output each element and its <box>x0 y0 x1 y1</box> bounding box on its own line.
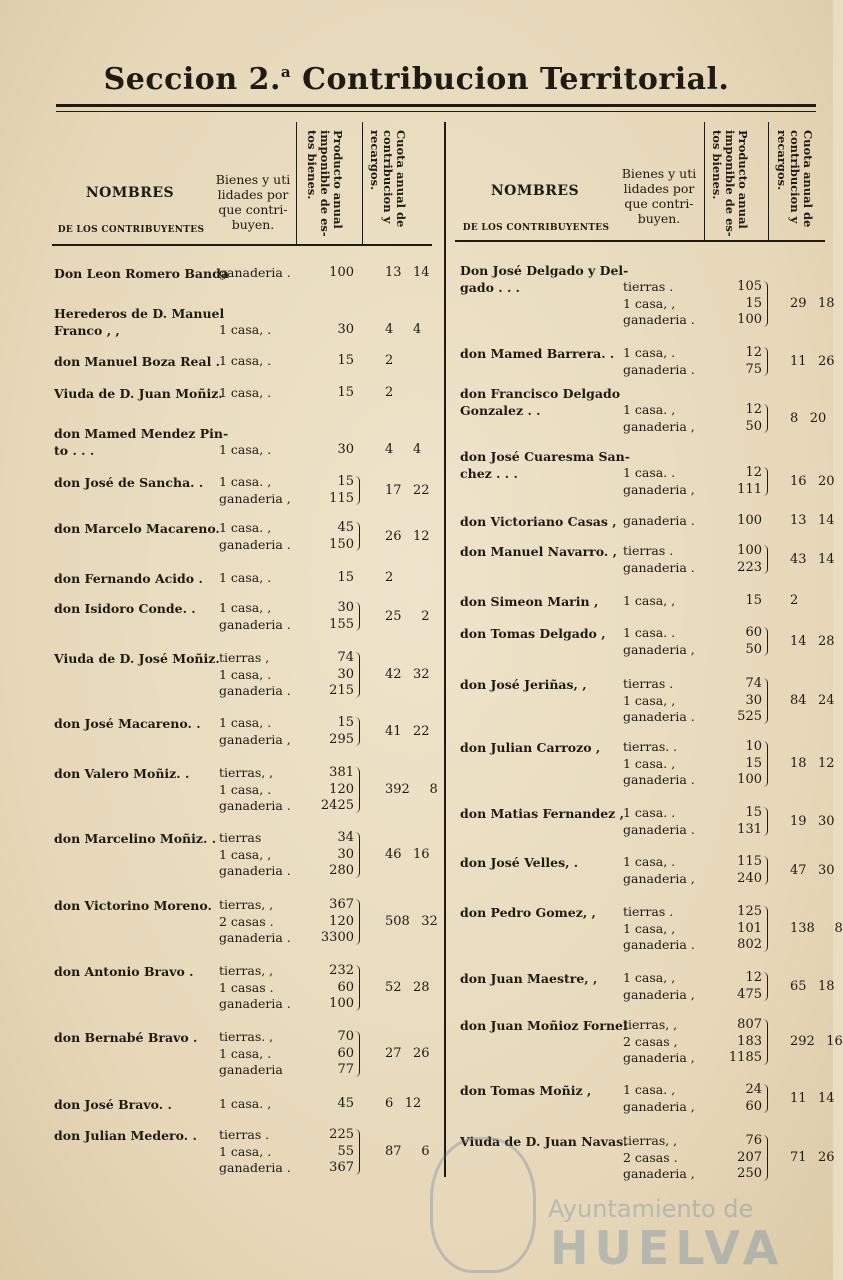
cuota-cell <box>385 483 430 499</box>
cuota-reales: 84 <box>790 692 807 708</box>
producto-cell: 100 223 <box>737 543 762 575</box>
producto-cell: 105 15 100 <box>737 279 762 327</box>
cuota-reales: 392 <box>385 781 410 797</box>
cuota-maravedis: 32 <box>421 913 438 929</box>
brace <box>763 347 768 376</box>
bienes-cell: tierras, , 1 casas . ganaderia . <box>219 963 291 1011</box>
bienes-cell: 1 casa. . ganaderia , <box>623 625 695 657</box>
producto-cell: 125 101 802 <box>737 904 762 952</box>
cuota-reales: 13 <box>385 265 402 281</box>
cuota-maravedis: 14 <box>413 265 430 281</box>
header-bienes-right: Bienes y uti lidades por que contri- buyen. <box>621 166 697 226</box>
bienes-cell: 1 casa, . <box>219 442 272 457</box>
watermark <box>430 1125 785 1275</box>
contribuyente-name: don Marcelo Macareno. <box>54 521 220 536</box>
contribuyente-name: don Francisco Delgado Gonzalez . . <box>460 386 621 418</box>
cuota-reales: 19 <box>790 813 807 829</box>
bienes-cell: tierras, , 2 casas , ganaderia , <box>623 1017 695 1065</box>
cuota-reales: 71 <box>790 1149 807 1165</box>
cuota-maravedis: 24 <box>818 692 835 708</box>
cuota-maravedis: 12 <box>404 1096 422 1112</box>
cuota-reales: 17 <box>385 482 402 498</box>
contribuyente-name: don José Velles, . <box>460 855 579 870</box>
bienes-cell: 1 casa, . ganaderia . <box>623 345 695 377</box>
cuota-maravedis: 30 <box>818 813 835 829</box>
contribuyente-name: don José Jeriñas, , <box>460 677 587 692</box>
producto-cell: 15 <box>337 385 354 400</box>
producto-cell: 15 131 <box>737 805 762 837</box>
brace <box>763 807 768 836</box>
cuota-maravedis: 16 <box>413 846 430 862</box>
header-names-left: NOMBRES <box>85 185 175 201</box>
cuota-maravedis: 28 <box>413 979 430 995</box>
cuota-maravedis: 14 <box>818 513 835 529</box>
cuota-cell <box>790 1150 835 1166</box>
cuota-maravedis: 8 <box>834 920 843 936</box>
cuota-cell <box>385 265 430 281</box>
contribuyente-name: don Mamed Mendez Pin- to . . . <box>54 426 229 458</box>
cuota-cell <box>385 385 421 401</box>
bienes-cell: 1 casa, , <box>623 593 676 608</box>
cuota-cell <box>385 1046 430 1062</box>
cuota-cell <box>790 814 835 830</box>
bienes-cell: 1 casa, . ganaderia , <box>623 854 695 886</box>
bienes-cell: tierras . ganaderia . <box>623 543 695 575</box>
contribuyente-name: don Victorino Moreno. <box>54 898 212 913</box>
brace <box>763 1019 768 1065</box>
header-bienes-left: Bienes y uti lidades por que contri- buyen. <box>215 172 291 232</box>
title-rule-thin <box>56 111 816 112</box>
cuota-reales: 65 <box>790 978 807 994</box>
bienes-cell: 1 casa, . <box>219 570 272 585</box>
producto-cell: 100 <box>329 265 354 280</box>
bienes-cell: ganaderia . <box>623 513 695 528</box>
cuota-maravedis: 14 <box>818 551 835 567</box>
brace <box>355 476 360 505</box>
cuota-reales: 6 <box>385 1096 394 1112</box>
cuota-maravedis: 32 <box>413 666 430 682</box>
brace <box>763 545 768 574</box>
cuota-maravedis: 28 <box>818 633 835 649</box>
producto-cell: 45 <box>337 1096 354 1111</box>
contribuyente-name: don José Bravo. . <box>54 1097 172 1112</box>
contribuyente-name: don Bernabé Bravo . <box>54 1030 198 1045</box>
bienes-cell: tierras, , 2 casas . ganaderia , <box>623 1133 695 1181</box>
cuota-reales: 16 <box>790 473 807 489</box>
contribuyente-name: don Fernando Acido . <box>54 571 203 586</box>
contribuyente-name: don Julian Carrozo , <box>460 740 601 755</box>
brace <box>355 652 360 698</box>
cuota-maravedis: 26 <box>818 1149 835 1165</box>
contribuyente-name: Herederos de D. Manuel Franco , , <box>54 306 225 338</box>
contribuyente-name: don José Macareno. . <box>54 716 201 731</box>
producto-cell: 15 <box>337 570 354 585</box>
cuota-maravedis: 14 <box>818 1090 835 1106</box>
cuota-reales: 13 <box>790 513 807 529</box>
producto-cell: 70 60 77 <box>337 1029 354 1077</box>
cuota-reales: 508 <box>385 913 410 929</box>
bienes-cell: 1 casa. . ganaderia . <box>623 805 695 837</box>
cuota-maravedis: 8 <box>429 781 438 797</box>
contribuyente-name: don Tomas Moñiz , <box>460 1083 592 1098</box>
cuota-reales: 25 <box>385 608 402 624</box>
brace <box>763 404 768 433</box>
header-sep <box>362 122 363 244</box>
header-rule-right <box>455 240 825 242</box>
brace <box>355 767 360 813</box>
bienes-cell: tierras, , 2 casas . ganaderia . <box>219 897 291 945</box>
cuota-maravedis: 18 <box>818 295 835 311</box>
cuota-cell <box>790 1034 843 1050</box>
column-divider <box>444 122 446 1177</box>
brace <box>763 281 768 327</box>
cuota-reales: 11 <box>790 1090 807 1106</box>
brace <box>355 717 360 746</box>
producto-cell: 12 475 <box>737 970 762 1002</box>
producto-cell: 76 207 250 <box>737 1133 762 1181</box>
cuota-maravedis: 2 <box>421 608 430 624</box>
cuota-reales: 4 <box>385 322 394 338</box>
cuota-reales: 18 <box>790 755 807 771</box>
producto-cell: 34 30 280 <box>329 830 354 878</box>
cuota-reales: 4 <box>385 442 394 458</box>
cuota-reales: 29 <box>790 295 807 311</box>
cuota-reales: 292 <box>790 1033 815 1049</box>
producto-cell: 232 60 100 <box>329 963 354 1011</box>
bienes-cell: 1 casa, , ganaderia , <box>623 970 695 1002</box>
bienes-cell: tierras, , 1 casa, . ganaderia . <box>219 765 291 813</box>
cuota-reales: 26 <box>385 528 402 544</box>
brace <box>763 906 768 952</box>
cuota-reales: 138 <box>790 920 815 936</box>
brace <box>355 832 360 878</box>
header-sep <box>768 122 769 240</box>
cuota-cell <box>385 782 438 798</box>
cuota-cell <box>790 296 835 312</box>
contribuyente-name: don Simeon Marin , <box>460 594 599 609</box>
brace <box>763 467 768 496</box>
brace <box>355 522 360 551</box>
brace <box>763 1084 768 1113</box>
cuota-cell <box>385 353 421 369</box>
bienes-cell: tierras 1 casa, , ganaderia . <box>219 830 291 878</box>
producto-cell: 12 75 <box>745 345 762 377</box>
city-seal-icon <box>430 1137 536 1273</box>
producto-cell: 381 120 2425 <box>320 765 354 813</box>
contribuyente-name: Don Leon Romero Banda <box>54 266 229 281</box>
cuota-cell <box>790 411 826 427</box>
cuota-cell <box>385 980 430 996</box>
bienes-cell: tierras . 1 casa, . ganaderia . <box>219 1127 291 1175</box>
producto-cell: 30 155 <box>329 600 354 632</box>
cuota-cell <box>790 474 835 490</box>
cuota-cell <box>385 1144 430 1160</box>
cuota-reales: 2 <box>385 570 394 586</box>
bienes-cell: 1 casa. , ganaderia , <box>623 1082 695 1114</box>
cuota-cell <box>385 570 421 586</box>
cuota-reales: 87 <box>385 1143 402 1159</box>
header-producto-left: Producto anual imponible de es- tos bienes. <box>305 130 345 237</box>
producto-cell: 367 120 3300 <box>320 897 354 945</box>
cuota-cell <box>790 693 835 709</box>
cuota-cell <box>790 921 843 937</box>
producto-cell: 45 150 <box>329 520 354 552</box>
producto-cell: 100 <box>737 513 762 528</box>
brace <box>763 856 768 885</box>
producto-cell: 74 30 525 <box>737 676 762 724</box>
bienes-cell: 1 casa, . ganaderia , <box>219 715 291 747</box>
contribuyente-name: don Mamed Barrera. . <box>460 346 615 361</box>
bienes-cell: tierras. , 1 casa, . ganaderia <box>219 1029 283 1077</box>
header-producto-right: Producto anual imponible de es- tos bienes. <box>710 130 750 237</box>
cuota-cell <box>385 322 421 338</box>
header-names-sub-left: DE LOS CONTRIBUYENTES <box>57 225 205 235</box>
contribuyente-name: don Pedro Gomez, , <box>460 905 596 920</box>
cuota-cell <box>790 634 835 650</box>
cuota-maravedis: 22 <box>413 482 430 498</box>
contribuyente-name: Viuda de D. José Moñiz. <box>54 651 220 666</box>
cuota-reales: 43 <box>790 551 807 567</box>
cuota-cell <box>790 552 835 568</box>
cuota-reales: 8 <box>790 410 799 426</box>
cuota-maravedis: 4 <box>413 442 422 458</box>
cuota-maravedis: 20 <box>818 473 835 489</box>
cuota-maravedis: 22 <box>413 723 430 739</box>
producto-cell: 12 50 <box>745 402 762 434</box>
cuota-cell <box>790 593 826 609</box>
brace <box>355 965 360 1011</box>
bienes-cell: 1 casa, . <box>219 385 272 400</box>
contribuyente-name: don Isidoro Conde. . <box>54 601 196 616</box>
watermark-line2: HUELVA <box>550 1221 785 1275</box>
contribuyente-name: don Juan Moñioz Fornel <box>460 1018 628 1033</box>
brace <box>355 602 360 631</box>
cuota-maravedis: 26 <box>818 353 835 369</box>
cuota-reales: 2 <box>790 593 799 609</box>
bienes-cell: 1 casa. , ganaderia , <box>219 474 291 506</box>
cuota-reales: 42 <box>385 666 402 682</box>
header-sep <box>704 122 705 240</box>
bienes-cell: tierras . 1 casa, , ganaderia . <box>623 279 695 327</box>
cuota-reales: 47 <box>790 862 807 878</box>
bienes-cell: tierras. . 1 casa. , ganaderia . <box>623 739 695 787</box>
cuota-cell <box>790 979 835 995</box>
cuota-reales: 14 <box>790 633 807 649</box>
contribuyente-name: don Manuel Boza Real . <box>54 354 221 369</box>
bienes-cell: 1 casa. , <box>219 1096 272 1111</box>
title-rule <box>56 104 816 107</box>
cuota-cell <box>385 609 430 625</box>
brace <box>763 627 768 656</box>
contribuyente-name: Viuda de D. Juan Navas. <box>460 1134 628 1149</box>
contribuyente-name: don José Cuaresma San- chez . . . <box>460 449 630 481</box>
contribuyente-name: don Matias Fernandez , <box>460 806 624 821</box>
brace <box>355 899 360 945</box>
contribuyente-name: don Antonio Bravo . <box>54 964 194 979</box>
cuota-cell <box>385 529 430 545</box>
contribuyente-name: don Julian Medero. . <box>54 1128 197 1143</box>
header-names-sub-right: DE LOS CONTRIBUYENTES <box>462 223 610 233</box>
cuota-cell <box>790 513 835 529</box>
bienes-cell: 1 casa. . ganaderia , <box>623 465 695 497</box>
cuota-maravedis: 16 <box>826 1033 843 1049</box>
brace <box>763 741 768 787</box>
cuota-cell <box>790 354 835 370</box>
bienes-cell: 1 casa, . <box>219 322 272 337</box>
cuota-cell <box>385 442 421 458</box>
cuota-maravedis: 30 <box>818 862 835 878</box>
cuota-reales: 2 <box>385 353 394 369</box>
brace <box>355 1031 360 1077</box>
header-cuota-right: Cuota anual de contribucion y recargos. <box>775 130 815 228</box>
producto-cell: 15 <box>337 353 354 368</box>
cuota-maravedis: 12 <box>818 755 835 771</box>
bienes-cell: tierras . 1 casa, , ganaderia . <box>623 676 695 724</box>
bienes-cell: 1 casa. , ganaderia . <box>219 520 291 552</box>
producto-cell: 74 30 215 <box>329 650 354 698</box>
producto-cell: 10 15 100 <box>737 739 762 787</box>
cuota-cell <box>385 724 430 740</box>
producto-cell: 15 115 <box>329 474 354 506</box>
brace <box>355 1129 360 1175</box>
producto-cell: 115 240 <box>737 854 762 886</box>
brace <box>763 678 768 724</box>
bienes-cell: tierras . 1 casa, , ganaderia . <box>623 904 695 952</box>
cuota-maravedis: 20 <box>809 410 827 426</box>
producto-cell: 225 55 367 <box>329 1127 354 1175</box>
cuota-reales: 52 <box>385 979 402 995</box>
header-sep <box>296 122 297 244</box>
cuota-reales: 41 <box>385 723 402 739</box>
cuota-cell <box>385 1096 421 1112</box>
header-names-right: NOMBRES <box>490 183 580 199</box>
cuota-maravedis: 6 <box>421 1143 430 1159</box>
cuota-maravedis: 12 <box>413 528 430 544</box>
cuota-reales: 27 <box>385 1045 402 1061</box>
cuota-cell <box>790 863 835 879</box>
cuota-cell <box>790 1091 835 1107</box>
cuota-reales: 2 <box>385 385 394 401</box>
watermark-line1: Ayuntamiento de <box>548 1195 754 1223</box>
header-rule-left <box>52 244 432 246</box>
contribuyente-name: don Tomas Delgado , <box>460 626 606 641</box>
page-title: Seccion 2.$^a$ Contribucion Territorial. <box>103 62 730 97</box>
contribuyente-name: don Valero Moñiz. . <box>54 766 190 781</box>
bienes-cell: 1 casa, . <box>219 353 272 368</box>
producto-cell: 15 295 <box>329 715 354 747</box>
contribuyente-name: don Juan Maestre, , <box>460 971 598 986</box>
cuota-maravedis: 18 <box>818 978 835 994</box>
producto-cell: 30 <box>337 322 354 337</box>
cuota-reales: 46 <box>385 846 402 862</box>
producto-cell: 807 183 1185 <box>728 1017 762 1065</box>
producto-cell: 30 <box>337 442 354 457</box>
contribuyente-name: Don José Delgado y Del- gado . . . <box>460 263 629 295</box>
contribuyente-name: don Victoriano Casas , <box>460 514 617 529</box>
producto-cell: 12 111 <box>737 465 762 497</box>
contribuyente-name: don José de Sancha. . <box>54 475 204 490</box>
producto-cell: 24 60 <box>745 1082 762 1114</box>
cuota-cell <box>385 847 430 863</box>
cuota-reales: 11 <box>790 353 807 369</box>
bienes-cell: 1 casa. , ganaderia , <box>623 402 695 434</box>
bienes-cell: 1 casa, , ganaderia . <box>219 600 291 632</box>
cuota-cell <box>385 667 430 683</box>
contribuyente-name: Viuda de D. Juan Moñiz. <box>54 386 223 401</box>
producto-cell: 60 50 <box>745 625 762 657</box>
bienes-cell: tierras , 1 casa, . ganaderia . <box>219 650 291 698</box>
brace <box>763 972 768 1001</box>
bienes-cell: ganaderia . <box>219 265 291 280</box>
cuota-maravedis: 26 <box>413 1045 430 1061</box>
contribuyente-name: don Manuel Navarro. , <box>460 544 617 559</box>
cuota-cell <box>385 914 438 930</box>
contribuyente-name: don Marcelino Moñiz. . <box>54 831 217 846</box>
cuota-cell <box>790 756 835 772</box>
cuota-maravedis: 4 <box>413 322 422 338</box>
producto-cell: 15 <box>745 593 762 608</box>
header-cuota-left: Cuota anual de contribucion y recargos. <box>368 130 408 228</box>
